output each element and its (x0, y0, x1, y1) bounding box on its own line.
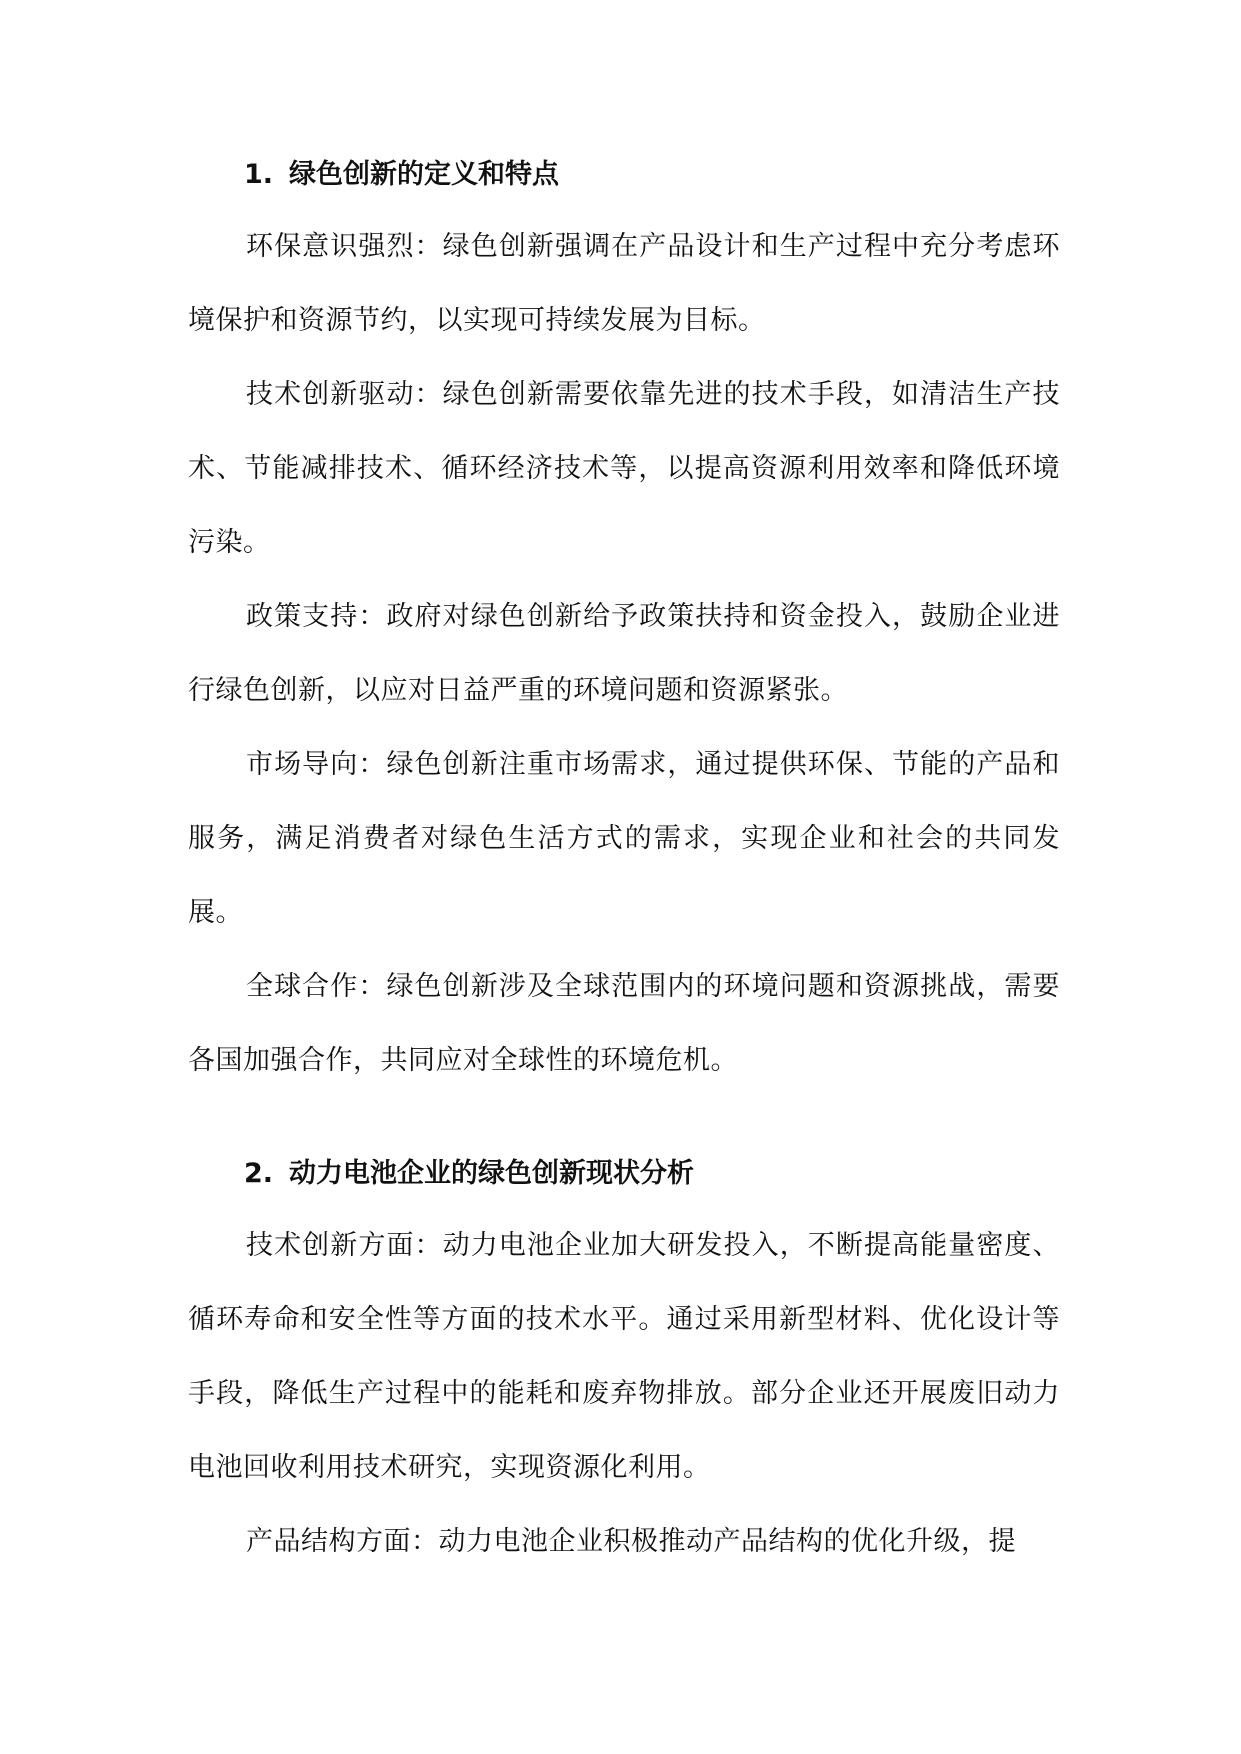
paragraph-global-cooperation: 全球合作：绿色创新涉及全球范围内的环境问题和资源挑战，需要各国加强合作，共同应对全球性的环境危机。 (188, 971, 1060, 1076)
section-2-title: 动力电池企业的绿色创新现状分析 (289, 1158, 695, 1189)
section-2-number: 2. (244, 1158, 274, 1189)
paragraph-env-awareness: 环保意识强烈：绿色创新强调在产品设计和生产过程中充分考虑环境保护和资源节约，以实现可持续发展为目标。 (188, 231, 1060, 336)
paragraph-policy-support: 政策支持：政府对绿色创新给予政策扶持和资金投入，鼓励企业进行绿色创新，以应对日益严重的环境问题和资源紧张。 (188, 601, 1060, 706)
paragraph-market-orientation: 市场导向：绿色创新注重市场需求，通过提供环保、节能的产品和服务，满足消费者对绿色生活方式的需求，实现企业和社会的共同发展。 (188, 749, 1060, 928)
paragraph-tech-aspect: 技术创新方面：动力电池企业加大研发投入，不断提高能量密度、循环寿命和安全性等方面的技术水平。通过采用新型材料、优化设计等手段，降低生产过程中的能耗和废弃物排放。部分企业还开展废旧动力电池回收利用技术研究，实现资源化利用。 (188, 1230, 1060, 1483)
section-1-number: 1. (244, 159, 274, 190)
section-1-title: 绿色创新的定义和特点 (289, 159, 560, 190)
section-2-heading (188, 1139, 1060, 1209)
paragraph-tech-innovation: 技术创新驱动：绿色创新需要依靠先进的技术手段，如清洁生产技术、节能减排技术、循环经济技术等，以提高资源利用效率和降低环境污染。 (188, 379, 1060, 558)
document-content (188, 140, 1060, 1579)
paragraph-product-structure: 产品结构方面：动力电池企业积极推动产品结构的优化升级，提 (246, 1526, 1016, 1557)
section-spacer (188, 1098, 1060, 1139)
section-1-heading (188, 140, 1060, 210)
